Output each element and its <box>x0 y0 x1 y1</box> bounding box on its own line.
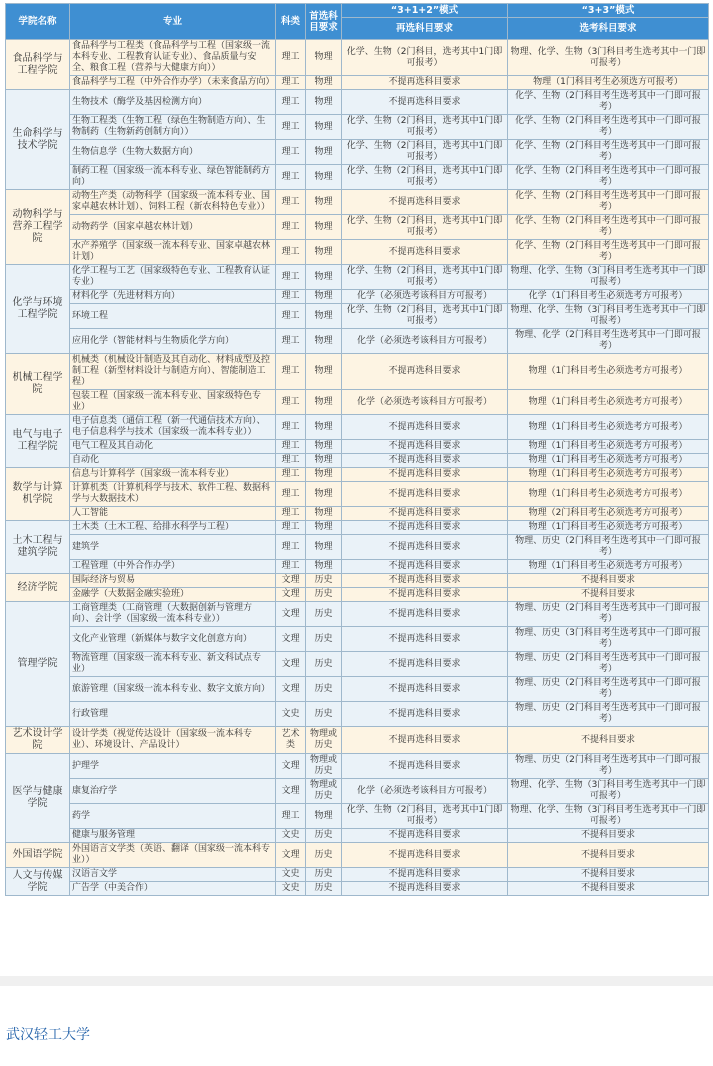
mode-b-requirement-cell: 物理、历史（2门科目考生选考其中一门即可报考） <box>508 754 709 779</box>
mode-a-requirement-cell: 不提再选科目要求 <box>342 90 508 115</box>
first-subject-cell: 物理 <box>306 521 342 535</box>
mode-a-requirement-cell: 不提再选科目要求 <box>342 727 508 754</box>
table-row <box>6 329 709 354</box>
mode-b-requirement-cell: 不提科目要求 <box>508 588 709 602</box>
category-cell: 文史 <box>276 868 306 882</box>
first-subject-cell: 物理 <box>306 415 342 440</box>
mode-b-requirement-cell: 不提科目要求 <box>508 843 709 868</box>
first-subject-cell: 物理 <box>306 140 342 165</box>
first-subject-cell: 历史 <box>306 677 342 702</box>
first-subject-cell: 物理 <box>306 507 342 521</box>
mode-b-requirement-cell: 化学（1门科目考生必须选考方可报考） <box>508 290 709 304</box>
major-cell: 生物技术（酶学及基因检测方向） <box>70 90 276 115</box>
mode-a-requirement-cell: 不提再选科目要求 <box>342 76 508 90</box>
table-row <box>6 190 709 215</box>
header-mode-a-sub: 再选科目要求 <box>342 18 508 40</box>
mode-b-requirement-cell: 不提科目要求 <box>508 727 709 754</box>
mode-a-requirement-cell: 不提再选科目要求 <box>342 521 508 535</box>
mode-b-requirement-cell: 物理（1门科目考生必须选考方可报考） <box>508 415 709 440</box>
mode-a-requirement-cell: 不提再选科目要求 <box>342 454 508 468</box>
college-name-cell: 动物科学与营养工程学院 <box>6 190 70 265</box>
major-cell: 化学工程与工艺（国家级特色专业、工程教育认证专业） <box>70 265 276 290</box>
mode-a-requirement-cell: 化学、生物（2门科目，选考其中1门即可报考） <box>342 804 508 829</box>
table-row <box>6 754 709 779</box>
mode-b-requirement-cell: 物理（1门科目考生必须选考方可报考） <box>508 440 709 454</box>
admission-table-wrapper <box>5 3 708 896</box>
mode-a-requirement-cell: 化学、生物（2门科目，选考其中1门即可报考） <box>342 215 508 240</box>
major-cell: 康复治疗学 <box>70 779 276 804</box>
table-row <box>6 804 709 829</box>
first-subject-cell: 物理 <box>306 454 342 468</box>
table-row <box>6 652 709 677</box>
first-subject-cell: 物理 <box>306 215 342 240</box>
first-subject-cell: 历史 <box>306 588 342 602</box>
mode-a-requirement-cell: 不提再选科目要求 <box>342 868 508 882</box>
college-name-cell: 化学与环境工程学院 <box>6 265 70 354</box>
major-cell: 电气工程及其自动化 <box>70 440 276 454</box>
mode-a-requirement-cell: 化学、生物（2门科目，选考其中1门即可报考） <box>342 140 508 165</box>
mode-b-requirement-cell: 化学、生物（2门科目考生选考其中一门即可报考） <box>508 215 709 240</box>
major-cell: 文化产业管理（新媒体与数字文化创意方向） <box>70 627 276 652</box>
mode-b-requirement-cell: 物理（1门科目考生必须选方可报考） <box>508 76 709 90</box>
first-subject-cell: 物理 <box>306 165 342 190</box>
category-cell: 理工 <box>276 354 306 390</box>
major-cell: 自动化 <box>70 454 276 468</box>
footer-university-name: 武汉轻工大学 <box>6 1027 90 1043</box>
mode-b-requirement-cell: 不提科目要求 <box>508 868 709 882</box>
mode-a-requirement-cell: 不提再选科目要求 <box>342 560 508 574</box>
table-row <box>6 290 709 304</box>
mode-b-requirement-cell: 不提科目要求 <box>508 829 709 843</box>
table-row <box>6 240 709 265</box>
category-cell: 文理 <box>276 588 306 602</box>
table-row <box>6 588 709 602</box>
mode-b-requirement-cell: 物理（1门科目考生必须选考方可报考） <box>508 521 709 535</box>
header-major: 专业 <box>70 4 276 40</box>
table-row <box>6 90 709 115</box>
college-name-cell: 医学与健康学院 <box>6 754 70 843</box>
major-cell: 动物生产类（动物科学（国家级一流本科专业、国家卓越农林计划）、饲料工程（新农科特色专业）） <box>70 190 276 215</box>
mode-b-requirement-cell: 物理、化学、生物（3门科目考生选考其中一门即可报考） <box>508 304 709 329</box>
college-name-cell: 管理学院 <box>6 602 70 727</box>
first-subject-cell: 物理 <box>306 290 342 304</box>
first-subject-cell: 物理 <box>306 354 342 390</box>
mode-b-requirement-cell: 物理、历史（2门科目考生选考其中一门即可报考） <box>508 702 709 727</box>
major-cell: 旅游管理（国家级一流本科专业、数字文旅方向） <box>70 677 276 702</box>
college-name-cell: 艺术设计学院 <box>6 727 70 754</box>
category-cell: 理工 <box>276 304 306 329</box>
first-subject-cell: 历史 <box>306 702 342 727</box>
major-cell: 设计学类（视觉传达设计（国家级一流本科专业）、环境设计、产品设计） <box>70 727 276 754</box>
category-cell: 理工 <box>276 521 306 535</box>
major-cell: 环境工程 <box>70 304 276 329</box>
mode-a-requirement-cell: 不提再选科目要求 <box>342 627 508 652</box>
first-subject-cell: 历史 <box>306 829 342 843</box>
category-cell: 文史 <box>276 702 306 727</box>
category-cell: 理工 <box>276 440 306 454</box>
mode-b-requirement-cell: 化学、生物（2门科目考生选考其中一门即可报考） <box>508 140 709 165</box>
category-cell: 理工 <box>276 140 306 165</box>
major-cell: 药学 <box>70 804 276 829</box>
mode-a-requirement-cell: 不提再选科目要求 <box>342 535 508 560</box>
mode-b-requirement-cell: 物理（1门科目考生必须选考方可报考） <box>508 390 709 415</box>
category-cell: 理工 <box>276 40 306 76</box>
mode-a-requirement-cell: 化学（必须选考该科目方可报考） <box>342 329 508 354</box>
category-cell: 文史 <box>276 882 306 896</box>
header-mode-a: “3+1+2”模式 <box>342 4 508 18</box>
table-row <box>6 265 709 290</box>
major-cell: 工程管理（中外合作办学） <box>70 560 276 574</box>
major-cell: 汉语言文学 <box>70 868 276 882</box>
first-subject-cell: 物理 <box>306 440 342 454</box>
table-row <box>6 702 709 727</box>
table-row <box>6 507 709 521</box>
category-cell: 艺术类 <box>276 727 306 754</box>
category-cell: 理工 <box>276 390 306 415</box>
mode-b-requirement-cell: 物理、化学（2门科目考生选考其中一门即可报考） <box>508 329 709 354</box>
category-cell: 理工 <box>276 415 306 440</box>
table-row <box>6 727 709 754</box>
first-subject-cell: 物理或历史 <box>306 754 342 779</box>
college-name-cell: 经济学院 <box>6 574 70 602</box>
category-cell: 文理 <box>276 627 306 652</box>
major-cell: 材料化学（先进材料方向） <box>70 290 276 304</box>
first-subject-cell: 物理 <box>306 390 342 415</box>
college-name-cell: 人文与传媒学院 <box>6 868 70 896</box>
major-cell: 动物药学（国家卓越农林计划） <box>70 215 276 240</box>
mode-b-requirement-cell: 物理、历史（2门科目考生选考其中一门即可报考） <box>508 677 709 702</box>
header-mode-b-sub: 选考科目要求 <box>508 18 709 40</box>
mode-b-requirement-cell: 物理（2门科目考生必须选考方可报考） <box>508 507 709 521</box>
major-cell: 外国语言文学类（英语、翻译（国家级一流本科专业）） <box>70 843 276 868</box>
category-cell: 文理 <box>276 779 306 804</box>
mode-a-requirement-cell: 化学、生物（2门科目，选考其中1门即可报考） <box>342 115 508 140</box>
major-cell: 计算机类（计算机科学与技术、软件工程、数据科学与大数据技术） <box>70 482 276 507</box>
table-row <box>6 843 709 868</box>
header-category: 科类 <box>276 4 306 40</box>
table-row <box>6 779 709 804</box>
mode-a-requirement-cell: 不提再选科目要求 <box>342 468 508 482</box>
first-subject-cell: 历史 <box>306 843 342 868</box>
first-subject-cell: 物理 <box>306 115 342 140</box>
category-cell: 理工 <box>276 90 306 115</box>
mode-b-requirement-cell: 化学、生物（2门科目考生选考其中一门即可报考） <box>508 190 709 215</box>
category-cell: 文理 <box>276 574 306 588</box>
mode-a-requirement-cell: 不提再选科目要求 <box>342 574 508 588</box>
first-subject-cell: 历史 <box>306 574 342 588</box>
category-cell: 理工 <box>276 482 306 507</box>
table-row <box>6 354 709 390</box>
mode-b-requirement-cell: 物理、化学、生物（3门科目考生选考其中一门即可报考） <box>508 265 709 290</box>
college-name-cell: 机械工程学院 <box>6 354 70 415</box>
header-mode-b: “3+3”模式 <box>508 4 709 18</box>
mode-b-requirement-cell: 物理（1门科目考生必须选考方可报考） <box>508 560 709 574</box>
first-subject-cell: 历史 <box>306 868 342 882</box>
mode-a-requirement-cell: 不提再选科目要求 <box>342 482 508 507</box>
college-name-cell: 生命科学与技术学院 <box>6 90 70 190</box>
table-row <box>6 602 709 627</box>
first-subject-cell: 历史 <box>306 627 342 652</box>
mode-a-requirement-cell: 化学（必须选考该科目方可报考） <box>342 290 508 304</box>
mode-a-requirement-cell: 不提再选科目要求 <box>342 677 508 702</box>
table-row <box>6 115 709 140</box>
mode-b-requirement-cell: 化学、生物（2门科目考生选考其中一门即可报考） <box>508 90 709 115</box>
major-cell: 包装工程（国家级一流本科专业、国家级特色专业） <box>70 390 276 415</box>
mode-a-requirement-cell: 化学（必须选考该科目方可报考） <box>342 779 508 804</box>
table-row <box>6 165 709 190</box>
major-cell: 生物信息学（生物大数据方向） <box>70 140 276 165</box>
college-name-cell: 数学与计算机学院 <box>6 468 70 521</box>
major-cell: 信息与计算科学（国家级一流本科专业） <box>70 468 276 482</box>
table-row <box>6 415 709 440</box>
category-cell: 文理 <box>276 754 306 779</box>
mode-b-requirement-cell: 物理、历史（2门科目考生选考其中一门即可报考） <box>508 602 709 627</box>
header-college: 学院名称 <box>6 4 70 40</box>
first-subject-cell: 物理 <box>306 265 342 290</box>
category-cell: 文史 <box>276 829 306 843</box>
first-subject-cell: 物理 <box>306 329 342 354</box>
mode-b-requirement-cell: 不提科目要求 <box>508 882 709 896</box>
table-row <box>6 868 709 882</box>
table-row <box>6 829 709 843</box>
first-subject-cell: 物理 <box>306 468 342 482</box>
category-cell: 文理 <box>276 602 306 627</box>
mode-a-requirement-cell: 不提再选科目要求 <box>342 754 508 779</box>
mode-b-requirement-cell: 物理、化学、生物（3门科目考生选考其中一门即可报考） <box>508 779 709 804</box>
table-row <box>6 140 709 165</box>
category-cell: 理工 <box>276 454 306 468</box>
table-row <box>6 215 709 240</box>
mode-a-requirement-cell: 不提再选科目要求 <box>342 602 508 627</box>
first-subject-cell: 物理 <box>306 304 342 329</box>
category-cell: 理工 <box>276 240 306 265</box>
major-cell: 电子信息类（通信工程（新一代通信技术方向）、电子信息科学与技术（国家级一流本科专业）） <box>70 415 276 440</box>
category-cell: 文理 <box>276 652 306 677</box>
mode-a-requirement-cell: 不提再选科目要求 <box>342 882 508 896</box>
mode-a-requirement-cell: 不提再选科目要求 <box>342 829 508 843</box>
major-cell: 金融学（大数据金融实验班） <box>70 588 276 602</box>
table-row <box>6 440 709 454</box>
mode-a-requirement-cell: 不提再选科目要求 <box>342 588 508 602</box>
major-cell: 人工智能 <box>70 507 276 521</box>
table-row <box>6 882 709 896</box>
first-subject-cell: 历史 <box>306 652 342 677</box>
first-subject-cell: 物理或历史 <box>306 779 342 804</box>
table-row <box>6 76 709 90</box>
header-first-subject: 首选科目要求 <box>306 4 342 40</box>
category-cell: 理工 <box>276 76 306 90</box>
mode-b-requirement-cell: 不提科目要求 <box>508 574 709 588</box>
mode-a-requirement-cell: 不提再选科目要求 <box>342 190 508 215</box>
mode-a-requirement-cell: 化学、生物（2门科目，选考其中1门即可报考） <box>342 165 508 190</box>
major-cell: 工商管理类（工商管理（大数据创新与管理方向）、会计学（国家级一流本科专业）） <box>70 602 276 627</box>
category-cell: 理工 <box>276 290 306 304</box>
table-row <box>6 677 709 702</box>
major-cell: 物流管理（国家级一流本科专业、新文科试点专业） <box>70 652 276 677</box>
category-cell: 理工 <box>276 115 306 140</box>
mode-b-requirement-cell: 物理（1门科目考生必须选考方可报考） <box>508 468 709 482</box>
category-cell: 理工 <box>276 329 306 354</box>
category-cell: 理工 <box>276 560 306 574</box>
table-body <box>6 40 709 896</box>
major-cell: 机械类（机械设计制造及其自动化、材料成型及控制工程（新型材料设计与制造方向）、智能制造工程） <box>70 354 276 390</box>
mode-a-requirement-cell: 化学、生物（2门科目，选考其中1门即可报考） <box>342 304 508 329</box>
major-cell: 水产养殖学（国家级一流本科专业、国家卓越农林计划） <box>70 240 276 265</box>
first-subject-cell: 物理或历史 <box>306 727 342 754</box>
major-cell: 食品科学与工程类（食品科学与工程（国家级一流本科专业、工程教育认证专业）、食品质量与安全、粮食工程（营养与大健康方向）） <box>70 40 276 76</box>
first-subject-cell: 历史 <box>306 882 342 896</box>
college-name-cell: 电气与电子工程学院 <box>6 415 70 468</box>
mode-b-requirement-cell: 物理、历史（2门科目考生选考其中一门即可报考） <box>508 535 709 560</box>
first-subject-cell: 物理 <box>306 76 342 90</box>
category-cell: 文理 <box>276 843 306 868</box>
college-name-cell: 食品科学与工程学院 <box>6 40 70 90</box>
major-cell: 国际经济与贸易 <box>70 574 276 588</box>
table-row <box>6 560 709 574</box>
category-cell: 理工 <box>276 215 306 240</box>
category-cell: 理工 <box>276 190 306 215</box>
category-cell: 理工 <box>276 507 306 521</box>
mode-b-requirement-cell: 物理、历史（2门科目考生选考其中一门即可报考） <box>508 652 709 677</box>
section-divider <box>0 976 713 986</box>
table-row <box>6 535 709 560</box>
mode-b-requirement-cell: 物理（1门科目考生必须选考方可报考） <box>508 454 709 468</box>
major-cell: 土木类（土木工程、给排水科学与工程） <box>70 521 276 535</box>
first-subject-cell: 物理 <box>306 482 342 507</box>
mode-b-requirement-cell: 化学、生物（2门科目考生选考其中一门即可报考） <box>508 115 709 140</box>
first-subject-cell: 物理 <box>306 190 342 215</box>
mode-a-requirement-cell: 不提再选科目要求 <box>342 354 508 390</box>
table-row <box>6 482 709 507</box>
category-cell: 理工 <box>276 804 306 829</box>
table-row <box>6 468 709 482</box>
first-subject-cell: 历史 <box>306 602 342 627</box>
first-subject-cell: 物理 <box>306 804 342 829</box>
major-cell: 生物工程类（生物工程（绿色生物制造方向）、生物制药（生物新药创制方向）） <box>70 115 276 140</box>
college-name-cell: 外国语学院 <box>6 843 70 868</box>
mode-a-requirement-cell: 不提再选科目要求 <box>342 702 508 727</box>
mode-b-requirement-cell: 物理（1门科目考生必须选考方可报考） <box>508 354 709 390</box>
college-name-cell: 土木工程与建筑学院 <box>6 521 70 574</box>
category-cell: 理工 <box>276 468 306 482</box>
major-cell: 行政管理 <box>70 702 276 727</box>
table-row <box>6 40 709 76</box>
mode-a-requirement-cell: 不提再选科目要求 <box>342 440 508 454</box>
mode-a-requirement-cell: 化学、生物（2门科目，选考其中1门即可报考） <box>342 265 508 290</box>
mode-b-requirement-cell: 物理、历史（3门科目考生选考其中一门即可报考） <box>508 627 709 652</box>
category-cell: 文理 <box>276 677 306 702</box>
mode-b-requirement-cell: 物理、化学、生物（3门科目考生选考其中一门即可报考） <box>508 40 709 76</box>
mode-a-requirement-cell: 不提再选科目要求 <box>342 843 508 868</box>
first-subject-cell: 物理 <box>306 240 342 265</box>
mode-a-requirement-cell: 不提再选科目要求 <box>342 240 508 265</box>
category-cell: 理工 <box>276 165 306 190</box>
major-cell: 护理学 <box>70 754 276 779</box>
major-cell: 应用化学（智能材料与生物质化学方向） <box>70 329 276 354</box>
mode-a-requirement-cell: 不提再选科目要求 <box>342 652 508 677</box>
mode-b-requirement-cell: 化学、生物（2门科目考生选考其中一门即可报考） <box>508 240 709 265</box>
major-cell: 健康与服务管理 <box>70 829 276 843</box>
table-row <box>6 304 709 329</box>
table-row <box>6 454 709 468</box>
mode-b-requirement-cell: 化学、生物（2门科目考生选考其中一门即可报考） <box>508 165 709 190</box>
table-row <box>6 574 709 588</box>
category-cell: 理工 <box>276 535 306 560</box>
first-subject-cell: 物理 <box>306 535 342 560</box>
subject-requirements-table <box>5 3 709 896</box>
major-cell: 广告学（中美合作） <box>70 882 276 896</box>
mode-a-requirement-cell: 不提再选科目要求 <box>342 507 508 521</box>
table-row <box>6 521 709 535</box>
mode-a-requirement-cell: 化学、生物（2门科目，选考其中1门即可报考） <box>342 40 508 76</box>
mode-b-requirement-cell: 物理（1门科目考生必须选考方可报考） <box>508 482 709 507</box>
major-cell: 建筑学 <box>70 535 276 560</box>
major-cell: 食品科学与工程（中外合作办学）（未来食品方向） <box>70 76 276 90</box>
major-cell: 制药工程（国家级一流本科专业、绿色智能制药方向） <box>70 165 276 190</box>
first-subject-cell: 物理 <box>306 40 342 76</box>
table-row <box>6 627 709 652</box>
mode-b-requirement-cell: 物理、化学、生物（3门科目考生选考其中一门即可报考） <box>508 804 709 829</box>
first-subject-cell: 物理 <box>306 560 342 574</box>
first-subject-cell: 物理 <box>306 90 342 115</box>
mode-a-requirement-cell: 化学（必须选考该科目方可报考） <box>342 390 508 415</box>
mode-a-requirement-cell: 不提再选科目要求 <box>342 415 508 440</box>
table-row <box>6 390 709 415</box>
category-cell: 理工 <box>276 265 306 290</box>
